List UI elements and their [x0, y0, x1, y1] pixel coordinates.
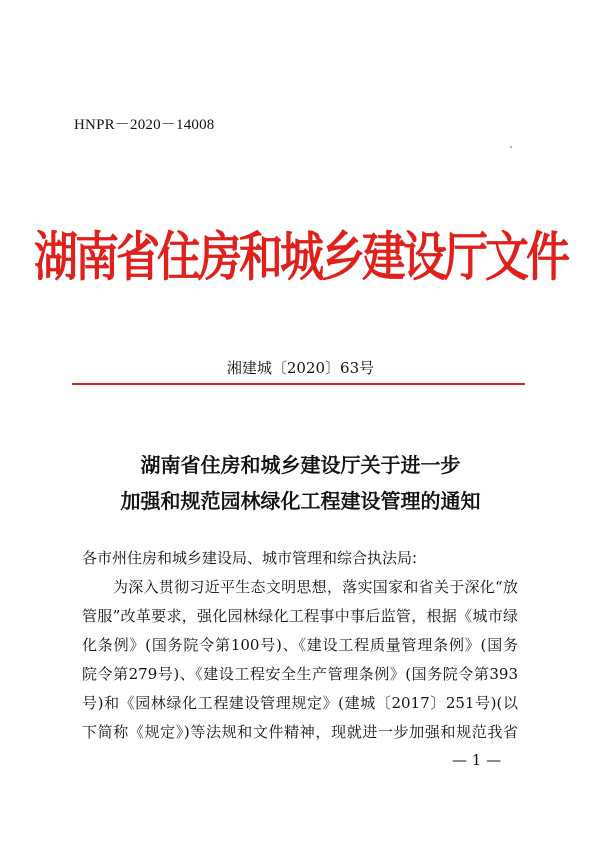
notice-title-line-2: 加强和规范园林绿化工程建设管理的通知	[120, 489, 481, 513]
body-line: 化条例》(国务院令第100号)、《建设工程质量管理条例》(国务	[82, 636, 518, 654]
salutation: 各市州住房和城乡建设局、城市管理和综合执法局:	[82, 549, 418, 567]
body-line: 为深入贯彻习近平生态文明思想，落实国家和省关于深化“放	[113, 578, 518, 596]
red-separator-line	[72, 383, 525, 385]
scan-dot	[510, 146, 512, 148]
agency-header-title: 湖南省住房和城乡建设厅文件	[34, 227, 567, 289]
body-line: 院令第279号)、《建设工程安全生产管理条例》(国务院令第393	[82, 665, 518, 683]
page-number-text: — 1 —	[452, 751, 502, 769]
document-number: HNPR－2020－14008	[74, 117, 215, 133]
issue-number: 湘建城〔2020〕63号	[226, 359, 375, 377]
body-line: 下简称《规定》)等法规和文件精神，现就进一步加强和规范我省	[82, 723, 518, 741]
body-line: 号)和《园林绿化工程建设管理规定》(建城〔2017〕251号)(以	[82, 694, 518, 712]
notice-title-line-1: 湖南省住房和城乡建设厅关于进一步	[140, 453, 461, 477]
body-line: 管服”改革要求，强化园林绿化工程事中事后监管，根据《城市绿	[82, 607, 518, 625]
